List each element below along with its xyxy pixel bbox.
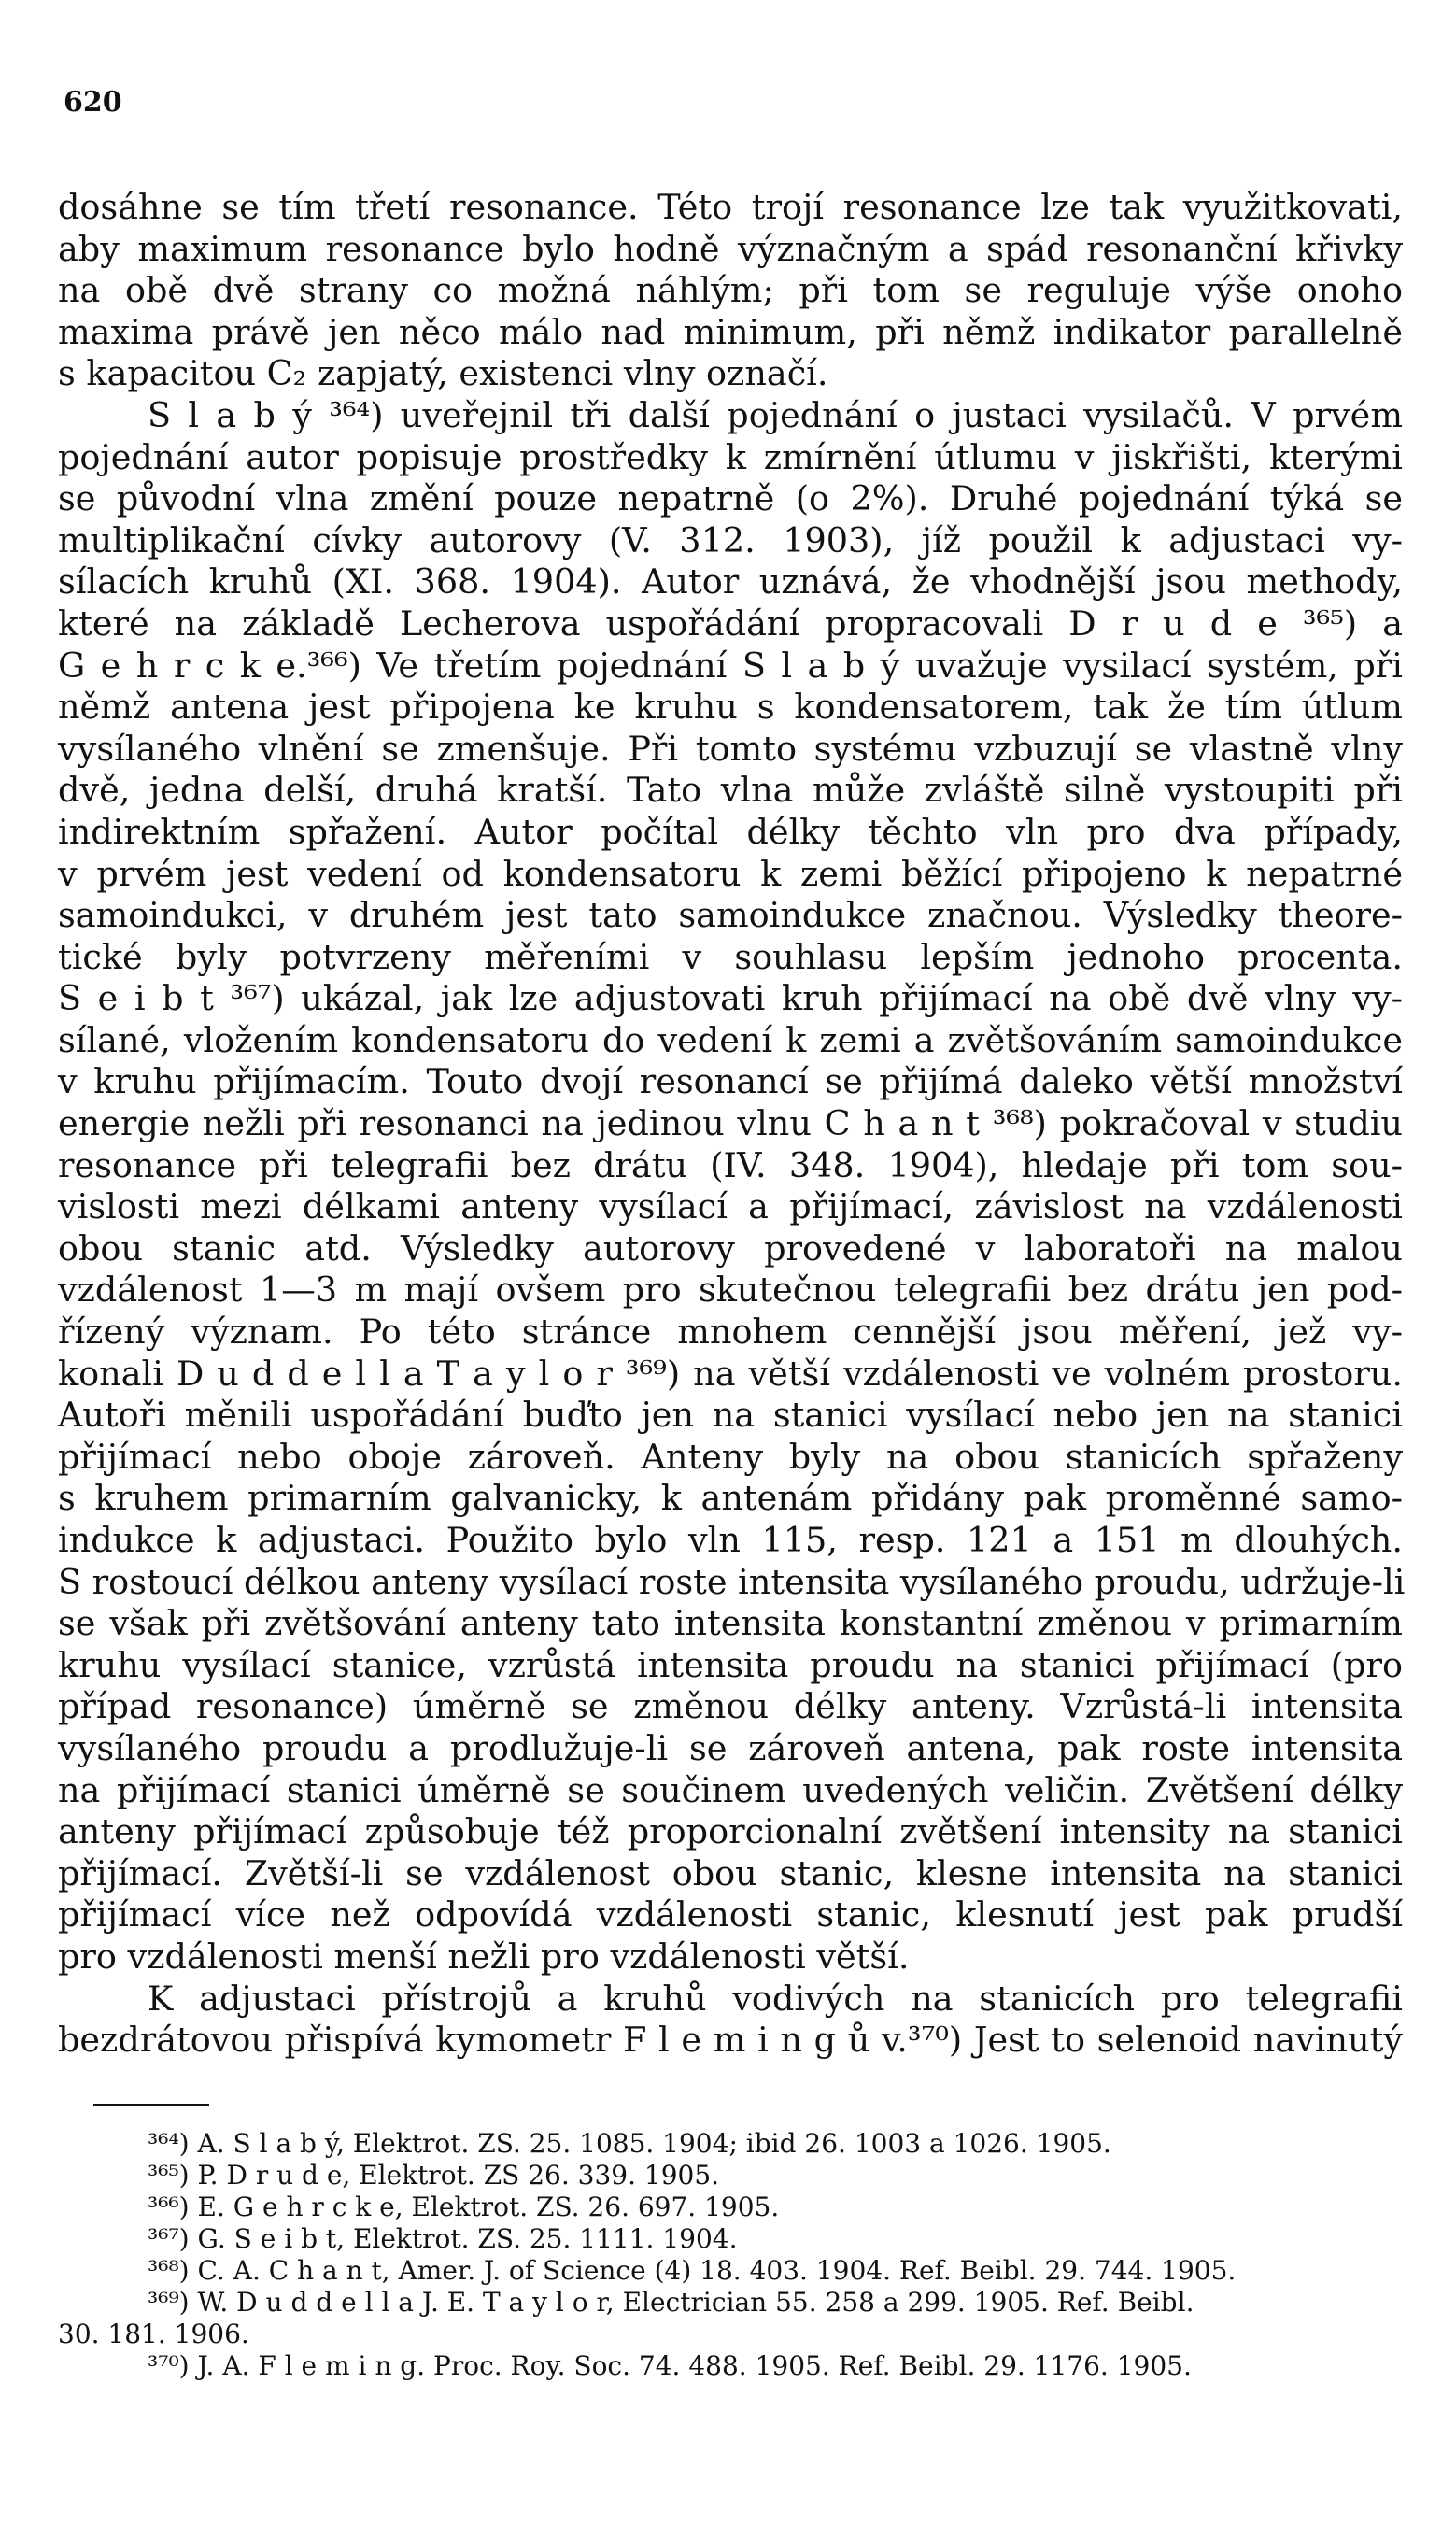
footnote: ³⁷⁰) J. A. F l e m i n g. Proc. Roy. Soc. 74. 488. 1905. Ref. Beibl. 29. 1176. 1905. <box>148 2350 1192 2381</box>
body-text <box>58 187 1406 2062</box>
body-line: na obě dvě strany co možná náhlým; při tom se reguluje výše onoho <box>58 270 1403 311</box>
body-line: v kruhu přijímacím. Touto dvojí resonancí se přijímá daleko větší množství <box>58 1061 1403 1102</box>
body-line: řízený význam. Po této stránce mnohem cennější jsou měření, jež vy- <box>58 1312 1403 1353</box>
body-line: dvě, jedna delší, druhá kratší. Tato vlna může zvláště silně vystoupiti při <box>58 770 1403 811</box>
footnotes <box>58 2128 1403 2382</box>
body-line: v prvém jest vedení od kondensatoru k zemi běžící připojeno k nepatrné <box>58 853 1403 894</box>
body-line: samoindukci, v druhém jest tato samoindukce značnou. Výsledky theore- <box>58 895 1403 936</box>
footnote-divider <box>93 2104 209 2106</box>
body-line: kruhu vysílací stanice, vzrůstá intensita proudu na stanici přijímací (pro <box>58 1644 1403 1685</box>
body-line: resonance při telegrafii bez drátu (IV. 348. 1904), hledaje při tom sou- <box>58 1144 1403 1185</box>
body-line: G e h r c k e.³⁶⁶) Ve třetím pojednání S l a b ý uvažuje vysilací systém, při <box>58 645 1403 686</box>
body-line: aby maximum resonance bylo hodně význačným a spád resonanční křivky <box>58 228 1403 269</box>
body-line: pojednání autor popisuje prostředky k zmírnění útlumu v jiskřišti, kterými <box>58 436 1403 477</box>
body-line: přijímací. Zvětší-li se vzdálenost obou stanic, klesne intensita na stanici <box>58 1852 1403 1894</box>
body-line: s kapacitou C₂ zapjatý, existenci vlny označí. <box>58 353 828 394</box>
footnote: ³⁶⁶) E. G e h r c k e, Elektrot. ZS. 26. 697. 1905. <box>148 2191 780 2222</box>
body-line: přijímací více než odpovídá vzdálenosti stanic, klesnutí jest pak prudší <box>58 1894 1403 1936</box>
body-line: přijímací nebo oboje zároveň. Anteny byly na obou stanicích spřaženy <box>58 1436 1403 1477</box>
body-line: S rostoucí délkou anteny vysílací roste intensita vysílaného proudu, udržuje-li <box>58 1561 1406 1602</box>
footnote: ³⁶⁸) C. A. C h a n t, Amer. J. of Science (4) 18. 403. 1904. Ref. Beibl. 29. 744. 1905. <box>148 2255 1237 2286</box>
body-line: bezdrátovou přispívá kymometr F l e m i n g ů v.³⁷⁰) Jest to selenoid navinutý <box>58 2020 1403 2061</box>
footnote-continuation: 30. 181. 1906. <box>58 2319 249 2349</box>
body-line: vysílaného proudu a prodlužuje-li se zároveň antena, pak roste intensita <box>58 1727 1403 1768</box>
body-line: které na základě Lecherova uspořádání propracovali D r u d e ³⁶⁵) a <box>58 603 1403 644</box>
body-line: vislosti mezi délkami anteny vysílací a přijímací, závislost na vzdálenosti <box>58 1186 1403 1227</box>
body-line: se původní vlna změní pouze nepatrně (o 2%). Druhé pojednání týká se <box>58 478 1403 519</box>
paragraph-start-line: S l a b ý ³⁶⁴) uveřejnil tři další pojednání o justaci vysilačů. V prvém <box>148 394 1403 435</box>
footnote: ³⁶⁷) G. S e i b t, Elektrot. ZS. 25. 1111. 1904. <box>148 2223 738 2254</box>
footnote: ³⁶⁹) W. D u d d e l l a J. E. T a y l o r, Electrician 55. 258 a 299. 1905. Ref. Beibl. <box>148 2287 1194 2318</box>
body-line: S e i b t ³⁶⁷) ukázal, jak lze adjustovati kruh přijímací na obě dvě vlny vy- <box>58 978 1403 1019</box>
body-line: tické byly potvrzeny měřeními v souhlasu lepším jednoho procenta. <box>58 936 1403 977</box>
body-line: Autoři měnili uspořádání buďto jen na stanici vysílací nebo jen na stanici <box>58 1395 1403 1436</box>
body-line: němž antena jest připojena ke kruhu s kondensatorem, tak že tím útlum <box>58 687 1403 728</box>
body-line: indukce k adjustaci. Použito bylo vln 115, resp. 121 a 151 m dlouhých. <box>58 1520 1403 1560</box>
body-line: maxima právě jen něco málo nad minimum, při němž indikator parallelně <box>58 311 1403 352</box>
body-line: dosáhne se tím třetí resonance. Této trojí resonance lze tak využitkovati, <box>58 187 1403 227</box>
body-line: vzdálenost 1—3 m mají ovšem pro skutečnou telegrafii bez drátu jen pod- <box>58 1270 1403 1311</box>
body-line: anteny přijímací způsobuje též proporcionalní zvětšení intensity na stanici <box>58 1811 1403 1852</box>
body-line: případ resonance) úměrně se změnou délky anteny. Vzrůstá-li intensita <box>58 1686 1403 1727</box>
body-line: energie nežli při resonanci na jedinou vlnu C h a n t ³⁶⁸) pokračoval v studiu <box>58 1103 1403 1144</box>
footnote: ³⁶⁴) A. S l a b ý, Elektrot. ZS. 25. 1085. 1904; ibid 26. 1003 a 1026. 1905. <box>148 2128 1111 2159</box>
body-line: indirektním spřažení. Autor počítal délky těchto vln pro dva případy, <box>58 811 1403 852</box>
footnote: ³⁶⁵) P. D r u d e, Elektrot. ZS 26. 339. 1905. <box>148 2160 720 2191</box>
body-line: obou stanic atd. Výsledky autorovy provedené v laboratoři na malou <box>58 1227 1403 1269</box>
paragraph-start-line: K adjustaci přístrojů a kruhů vodivých na stanicích pro telegrafii <box>148 1978 1403 2019</box>
body-line: se však při zvětšování anteny tato intensita konstantní změnou v primarním <box>58 1603 1403 1644</box>
body-line: sílacích kruhů (XI. 368. 1904). Autor uznává, že vhodnější jsou methody, <box>58 561 1403 603</box>
body-line: sílané, vložením kondensatoru do vedení k zemi a zvětšováním samoindukce <box>58 1019 1403 1060</box>
body-line: multiplikační cívky autorovy (V. 312. 1903), jíž použil k adjustaci vy- <box>58 519 1403 560</box>
body-line: pro vzdálenosti menší nežli pro vzdálenosti větší. <box>58 1936 910 1977</box>
body-line: na přijímací stanici úměrně se součinem uvedených veličin. Zvětšení délky <box>58 1769 1403 1810</box>
body-line: konali D u d d e l l a T a y l o r ³⁶⁹) na větší vzdálenosti ve volném prostoru. <box>58 1353 1403 1394</box>
page-number: 620 <box>64 86 122 119</box>
body-line: s kruhem primarním galvanicky, k antenám přidány pak proměnné samo- <box>58 1478 1403 1519</box>
body-line: vysílaného vlnění se zmenšuje. Při tomto systému vzbuzují se vlastně vlny <box>58 728 1403 769</box>
